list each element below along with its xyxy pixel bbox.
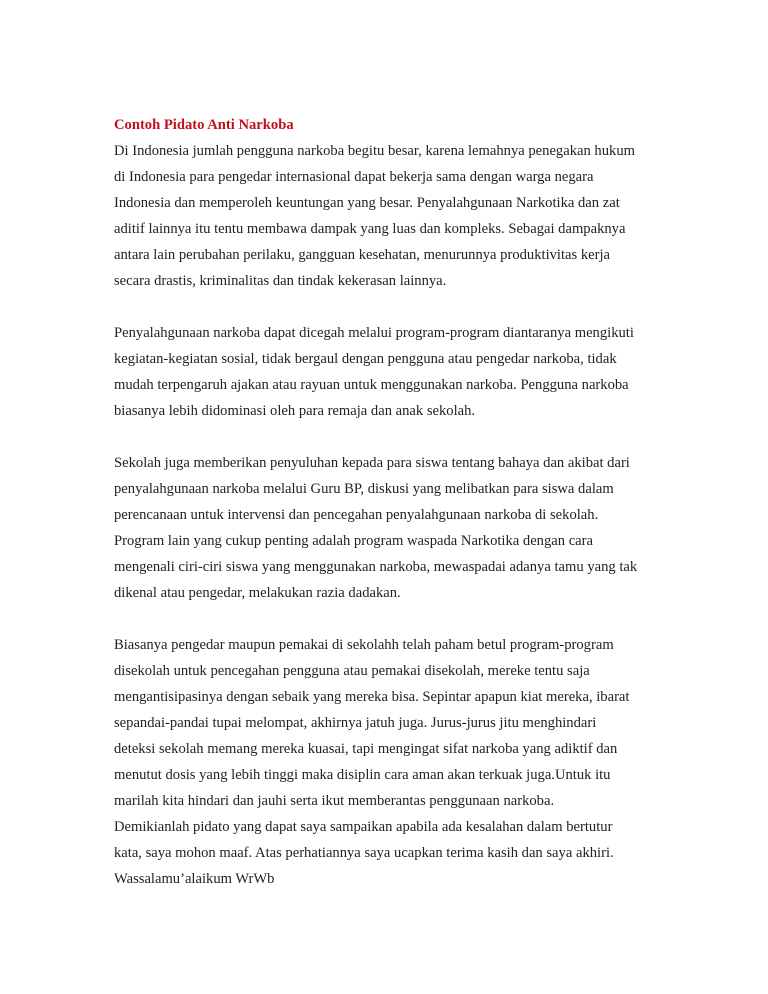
text-line: Indonesia dan memperoleh keuntungan yang besar. Penyalahgunaan Narkotika dan zat xyxy=(114,195,620,211)
text-line: di Indonesia para pengedar internasional dapat bekerja sama dengan warga negara xyxy=(114,169,594,185)
text-line: Program lain yang cukup penting adalah program waspada Narkotika dengan cara xyxy=(114,533,593,549)
text-line: mudah terpengaruh ajakan atau rayuan untuk menggunakan narkoba. Pengguna narkoba xyxy=(114,377,629,393)
text-line: menutut dosis yang lebih tinggi maka disiplin cara aman akan terkuak juga.Untuk itu xyxy=(114,767,611,783)
closing-line: Demikianlah pidato yang dapat saya sampaikan apabila ada kesalahan dalam bertutur xyxy=(114,819,613,835)
salutation: Wassalamu’alaikum WrWb xyxy=(114,871,275,887)
document-body xyxy=(114,112,659,892)
paragraph-2 xyxy=(114,320,659,424)
text-line: aditif lainnya itu tentu membawa dampak yang luas dan kompleks. Sebagai dampaknya xyxy=(114,221,626,237)
text-line: Di Indonesia jumlah pengguna narkoba begitu besar, karena lemahnya penegakan hukum xyxy=(114,143,635,159)
text-line: marilah kita hindari dan jauhi serta ikut memberantas penggunaan narkoba. xyxy=(114,793,555,809)
text-line: secara drastis, kriminalitas dan tindak kekerasan lainnya. xyxy=(114,273,447,289)
text-line: mengantisipasinya dengan sebaik yang mereka bisa. Sepintar apapun kiat mereka, ibarat xyxy=(114,689,630,705)
paragraph-4 xyxy=(114,632,659,892)
text-line: kegiatan-kegiatan sosial, tidak bergaul dengan pengguna atau pengedar narkoba, tidak xyxy=(114,351,617,367)
text-line: Penyalahgunaan narkoba dapat dicegah melalui program-program diantaranya mengikuti xyxy=(114,325,634,341)
text-line: Biasanya pengedar maupun pemakai di sekolahh telah paham betul program-program xyxy=(114,637,614,653)
text-line: Sekolah juga memberikan penyuluhan kepada para siswa tentang bahaya dan akibat dari xyxy=(114,455,630,471)
text-line: perencanaan untuk intervensi dan pencegahan penyalahgunaan narkoba di sekolah. xyxy=(114,507,599,523)
text-line: sepandai-pandai tupai melompat, akhirnya jatuh juga. Jurus-jurus jitu menghindari xyxy=(114,715,597,731)
closing-line: kata, saya mohon maaf. Atas perhatiannya saya ucapkan terima kasih dan saya akhiri. xyxy=(114,845,614,861)
text-line: mengenali ciri-ciri siswa yang menggunakan narkoba, mewaspadai adanya tamu yang tak xyxy=(114,559,638,575)
paragraph-3 xyxy=(114,450,659,606)
text-line: penyalahgunaan narkoba melalui Guru BP, diskusi yang melibatkan para siswa dalam xyxy=(114,481,614,497)
paragraph-1 xyxy=(114,138,659,294)
text-line: disekolah untuk pencegahan pengguna atau pemakai disekolah, mereke tentu saja xyxy=(114,663,590,679)
text-line: dikenal atau pengedar, melakukan razia dadakan. xyxy=(114,585,401,601)
document-title: Contoh Pidato Anti Narkoba xyxy=(114,117,294,133)
text-line: deteksi sekolah memang mereka kuasai, tapi mengingat sifat narkoba yang adiktif dan xyxy=(114,741,618,757)
text-line: antara lain perubahan perilaku, gangguan kesehatan, menurunnya produktivitas kerja xyxy=(114,247,611,263)
text-line: biasanya lebih didominasi oleh para remaja dan anak sekolah. xyxy=(114,403,476,419)
